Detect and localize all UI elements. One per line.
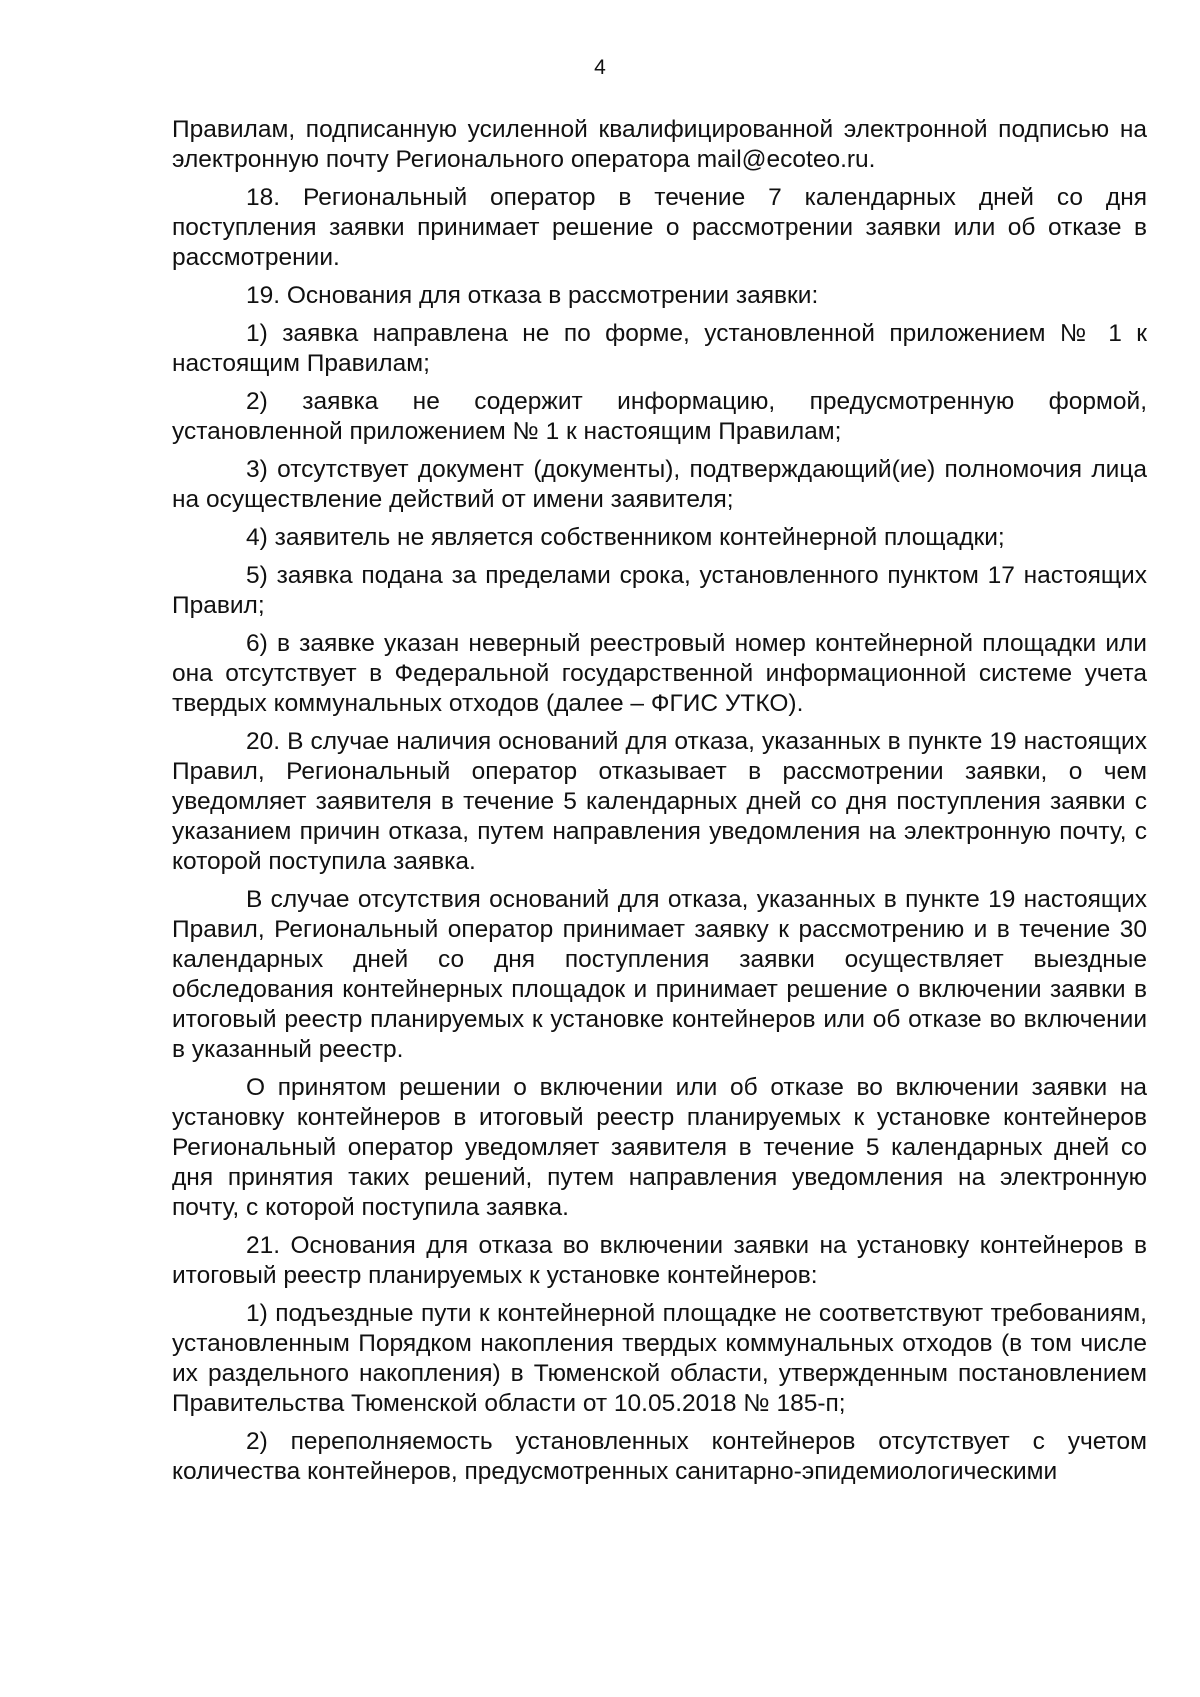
paragraph-subitem-19-6: 6) в заявке указан неверный реестровый номер контейнерной площадки или она отсутствует в Федеральной государственной информационной системе учета твердых коммунальных отходов (далее – ФГИС УТКО). (172, 630, 1147, 717)
paragraph-item-21: 21. Основания для отказа во включении заявки на установку контейнеров в итоговый реестр планируемых к установке контейнеров: (172, 1232, 1147, 1289)
paragraph-subitem-19-4: 4) заявитель не является собственником контейнерной площадки; (246, 524, 1005, 551)
paragraph-continuation: Правилам, подписанную усиленной квалифицированной электронной подписью на электронную почту Регионального оператора mail@ecoteo.ru. (172, 116, 1147, 173)
paragraph-subitem-19-2: 2) заявка не содержит информацию, предусмотренную формой, установленной приложением № 1 к настоящим Правилам; (172, 388, 1147, 445)
paragraph-item-18: 18. Региональный оператор в течение 7 календарных дней со дня поступления заявки принимает решение о рассмотрении заявки или об отказе в рассмотрении. (172, 184, 1147, 271)
page-number: 4 (594, 56, 606, 79)
document-body (172, 115, 1147, 1495)
paragraph-subitem-19-1: 1) заявка направлена не по форме, установленной приложением № 1 к настоящим Правилам; (172, 320, 1147, 377)
paragraph-item-20: 20. В случае наличия оснований для отказа, указанных в пункте 19 настоящих Правил, Региональный оператор отказывает в рассмотрении заявки, о чем уведомляет заявителя в течение 5 календарных дней со дня поступления заявки с указанием причин отказа, путем направления уведомления на электронную почту, с которой поступила заявка. (172, 728, 1147, 875)
paragraph-subitem-21-2: 2) переполняемость установленных контейнеров отсутствует с учетом количества контейнеров, предусмотренных санитарно-эпидемиологическими (172, 1428, 1147, 1485)
paragraph-item-19: 19. Основания для отказа в рассмотрении заявки: (246, 282, 819, 309)
paragraph-subitem-19-3: 3) отсутствует документ (документы), подтверждающий(ие) полномочия лица на осуществление действий от имени заявителя; (172, 456, 1147, 513)
paragraph-subitem-21-1: 1) подъездные пути к контейнерной площадке не соответствуют требованиям, установленным Порядком накопления твердых коммунальных отходов (в том числе их раздельного накопления) в Тюменской области, утвержденным постановлением Правительства Тюменской области от 10.05.2018 № 185-п; (172, 1300, 1147, 1417)
paragraph-subitem-19-5: 5) заявка подана за пределами срока, установленного пунктом 17 настоящих Правил; (172, 562, 1147, 619)
paragraph-item-20-notification: О принятом решении о включении или об отказе во включении заявки на установку контейнеров в итоговый реестр планируемых к установке контейнеров Региональный оператор уведомляет заявителя в течение 5 календарных дней со дня принятия таких решений, путем направления уведомления на электронную почту, с которой поступила заявка. (172, 1074, 1147, 1221)
paragraph-item-20-absence: В случае отсутствия оснований для отказа, указанных в пункте 19 настоящих Правил, Региональный оператор принимает заявку к рассмотрению и в течение 30 календарных дней со дня поступления заявки осуществляет выездные обследования контейнерных площадок и принимает решение о включении заявки в итоговый реестр планируемых к установке контейнеров или об отказе во включении в указанный реестр. (172, 886, 1147, 1063)
